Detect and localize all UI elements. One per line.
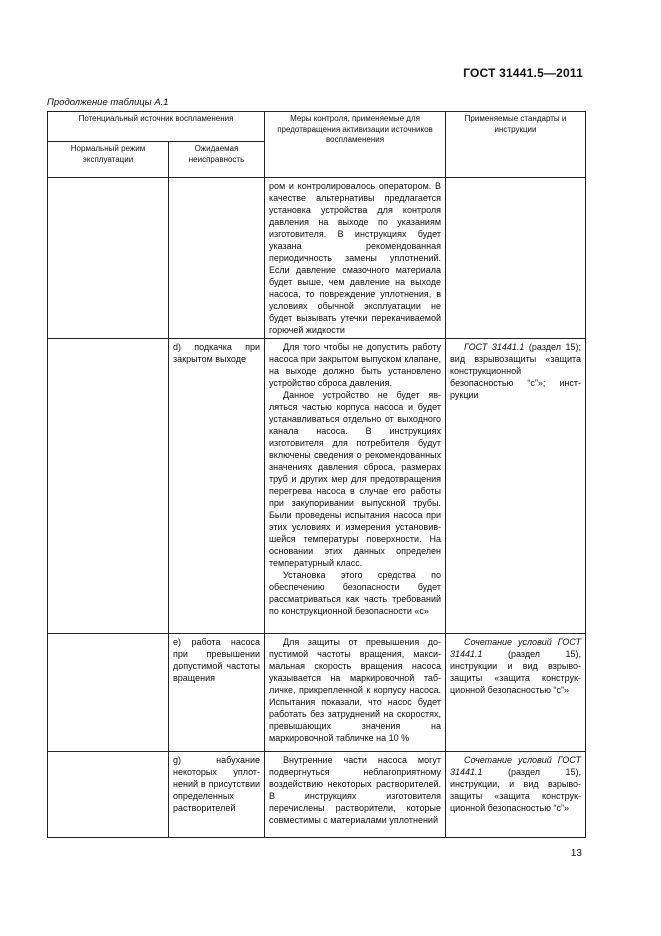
- table-row: [48, 339, 586, 634]
- ignition-sources-table: [47, 111, 586, 838]
- cell-standards: [446, 634, 586, 752]
- header-expected-fault: Ожидаемая неисправность: [169, 142, 265, 178]
- cell-control-measures: [265, 339, 446, 634]
- cell-expected-fault: d) подкачка при закрытом выходе: [169, 339, 265, 634]
- cell-expected-fault: [169, 178, 265, 339]
- standard-reference: Сочетание условий ГОСТ 31441.1: [450, 637, 582, 659]
- paragraph: Данное устройство не будет являться частью корпуса насоса и будет устанавливаться отдельно от выходного канала насоса. В инструкциях изготовителя для потребителя будут включены сведения о рекомендованных значениях давления сброса, размерах труб и других мер для предотвращения перегрева насоса в случае его работы при закупоривании выпускной трубы. Были проведены испытания насоса при этих условиях и измерения установившейся температуры поверхности. На основании этих данных определен температурный класс.: [269, 390, 442, 568]
- paragraph: Для защиты от превышения допустимой частоты вращения, максимальная скорость вращения насоса указывается на маркировочной табличке, прикрепленной к корпусу наcoca. Испытания показали, что насос будет работать без затруднений на скоростях, превышающих значения на маркировочной табличке на 10 %: [269, 637, 442, 743]
- standard-designation: ГОСТ 31441.5—2011: [463, 66, 583, 80]
- standard-reference: ГОСТ 31441.1: [464, 342, 525, 352]
- cell-control-measures: [265, 634, 446, 752]
- header-normal-operation: Нормальный режим эксплуатации: [48, 142, 169, 178]
- paragraph: Установка этого средства по обеспечению безопасности будет рассматриваться как часть требований по конструкционной безопасности «с»: [269, 570, 442, 616]
- table-row: [48, 634, 586, 752]
- cell-standards: [446, 752, 586, 838]
- cell-standards: [446, 178, 586, 339]
- header-ignition-source-group: Потенциальный источник воспламенения: [48, 112, 265, 142]
- table-header-row: [48, 112, 586, 142]
- paragraph: ром и контролировалось оператором. В качестве альтернативы предлагается установка устройства для контроля давления на выходе по указаниям изготовителя. В инструкциях будет указана рекомендованная периодичность замены уплотнений. Если давление смазочного материала будет выше, чем давление на выходе насоса, то повреждение уплотнения, в условиях обычной эксплуатации не будет вызывать утечки перекачиваемой горючей жидкости: [269, 181, 442, 335]
- standard-text: (раздел 15); вид взрывозащиты «защита конструкционной безопасностью “с”»; инструкции: [450, 342, 582, 400]
- page-number: 13: [570, 848, 582, 859]
- paragraph: Внутренние части насоса могут подвергнуться неблагоприятному воздействию некоторых растворителей. В инструкциях изготовителя перечислены растворители, которые совместимы с материалами уплотнений: [269, 755, 442, 825]
- cell-control-measures: [265, 178, 446, 339]
- cell-expected-fault: g) набухание некоторых уплотнений в присутствии определенных растворителей: [169, 752, 265, 838]
- cell-normal-operation: [48, 178, 169, 339]
- standard-text: (раздел 15), инструкции и вид взрывозащиты «защита конструкционной безопасностью “с”»: [450, 649, 582, 695]
- standard-reference: Сочетание условий ГОСТ 31441.1: [450, 755, 582, 777]
- header-control-measures: Меры контроля, применяемые для предотвращения активизации источников воспламенения: [265, 112, 446, 178]
- cell-normal-operation: [48, 634, 169, 752]
- standard-text: (раздел 15), инструкции, и вид взрывозащиты «защита конструкционной безопасностью “с”»: [450, 767, 582, 813]
- cell-normal-operation: [48, 752, 169, 838]
- cell-normal-operation: [48, 339, 169, 634]
- cell-expected-fault: е) работа насоса при превышении допустимой частоты вращения: [169, 634, 265, 752]
- table-caption: Продолжение таблицы А.1: [47, 97, 169, 108]
- paragraph: Для того чтобы не допустить работу насоса при закрытом выпуском клапане, на выходе должно быть установлено устройство сброса давления.: [269, 342, 442, 388]
- cell-standards: [446, 339, 586, 634]
- table-row: [48, 178, 586, 339]
- table-row: [48, 752, 586, 838]
- cell-control-measures: [265, 752, 446, 838]
- header-standards: Применяемые стандарты и инструкции: [446, 112, 586, 178]
